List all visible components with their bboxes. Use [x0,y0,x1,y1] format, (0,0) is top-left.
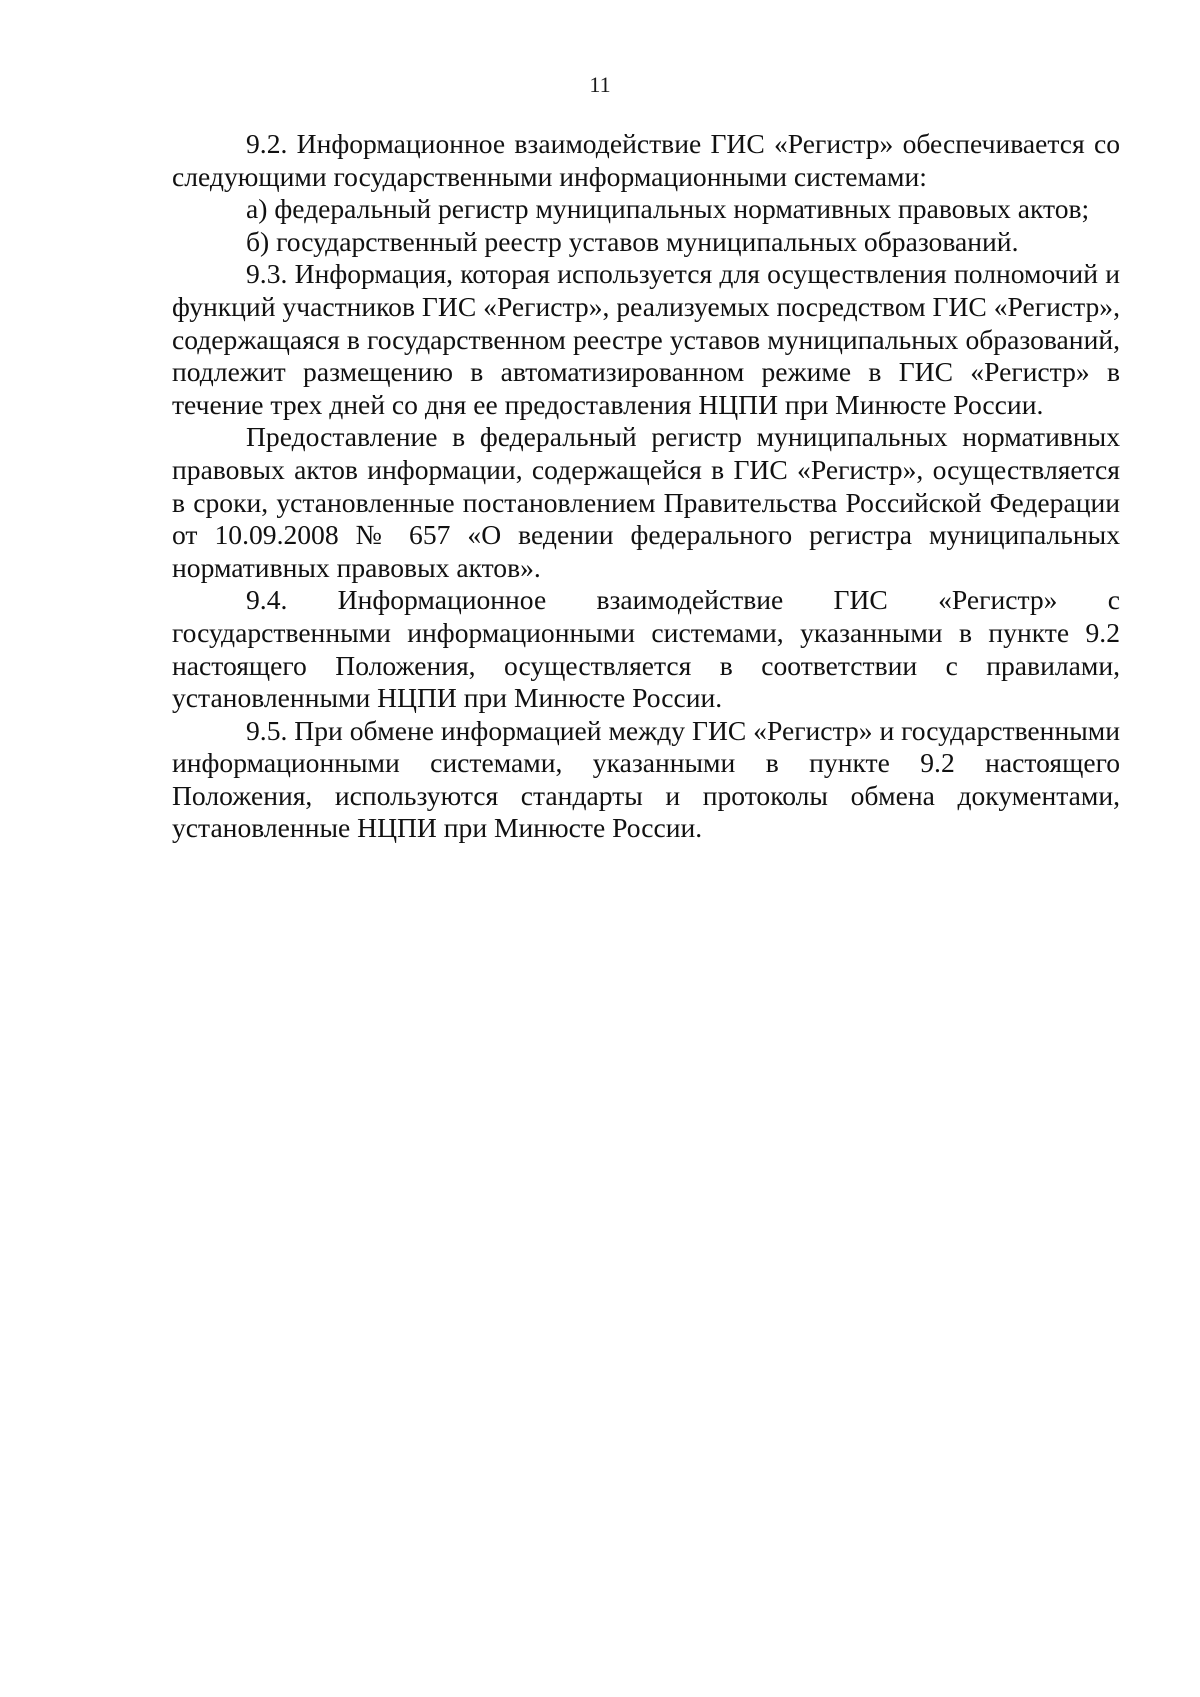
paragraph-9-4: 9.4. Информационное взаимодействие ГИС «Регистр» с государственными информационными системами, указанными в пункте 9.2 настоящего Положения, осуществляется в соответствии с правилами, установленными НЦПИ при Минюсте России. [172,584,1120,714]
list-item-a: а) федеральный регистр муниципальных нормативных правовых актов; [246,193,1090,225]
list-item-b: б) государственный реестр уставов муниципальных образований. [246,225,1019,257]
paragraph-9-2: 9.2. Информационное взаимодействие ГИС «Регистр» обеспечивается со следующими государственными информационными системами: [172,128,1120,192]
paragraph-9-3-continued: Предоставление в федеральный регистр муниципальных нормативных правовых актов информации, содержащейся в ГИС «Регистр», осуществляется в сроки, установленные постановлением Правительства Российской Федерации от 10.09.2008 № 657 «О ведении федерального регистра муниципальных нормативных правовых актов». [172,421,1120,583]
document-body [172,128,1120,845]
paragraph-9-5: 9.5. При обмене информацией между ГИС «Регистр» и государственными информационными системами, указанными в пункте 9.2 настоящего Положения, используются стандарты и протоколы обмена документами, установленные НЦПИ при Минюсте России. [172,714,1120,844]
page-number: 11 [589,72,611,97]
paragraph-9-3: 9.3. Информация, которая используется для осуществления полномочий и функций участников ГИС «Регистр», реализуемых посредством ГИС «Регистр», содержащаяся в государственном реестре уставов муниципальных образований, подлежит размещению в автоматизированном режиме в ГИС «Регистр» в течение трех дней со дня ее предоставления НЦПИ при Минюсте России. [172,258,1120,420]
